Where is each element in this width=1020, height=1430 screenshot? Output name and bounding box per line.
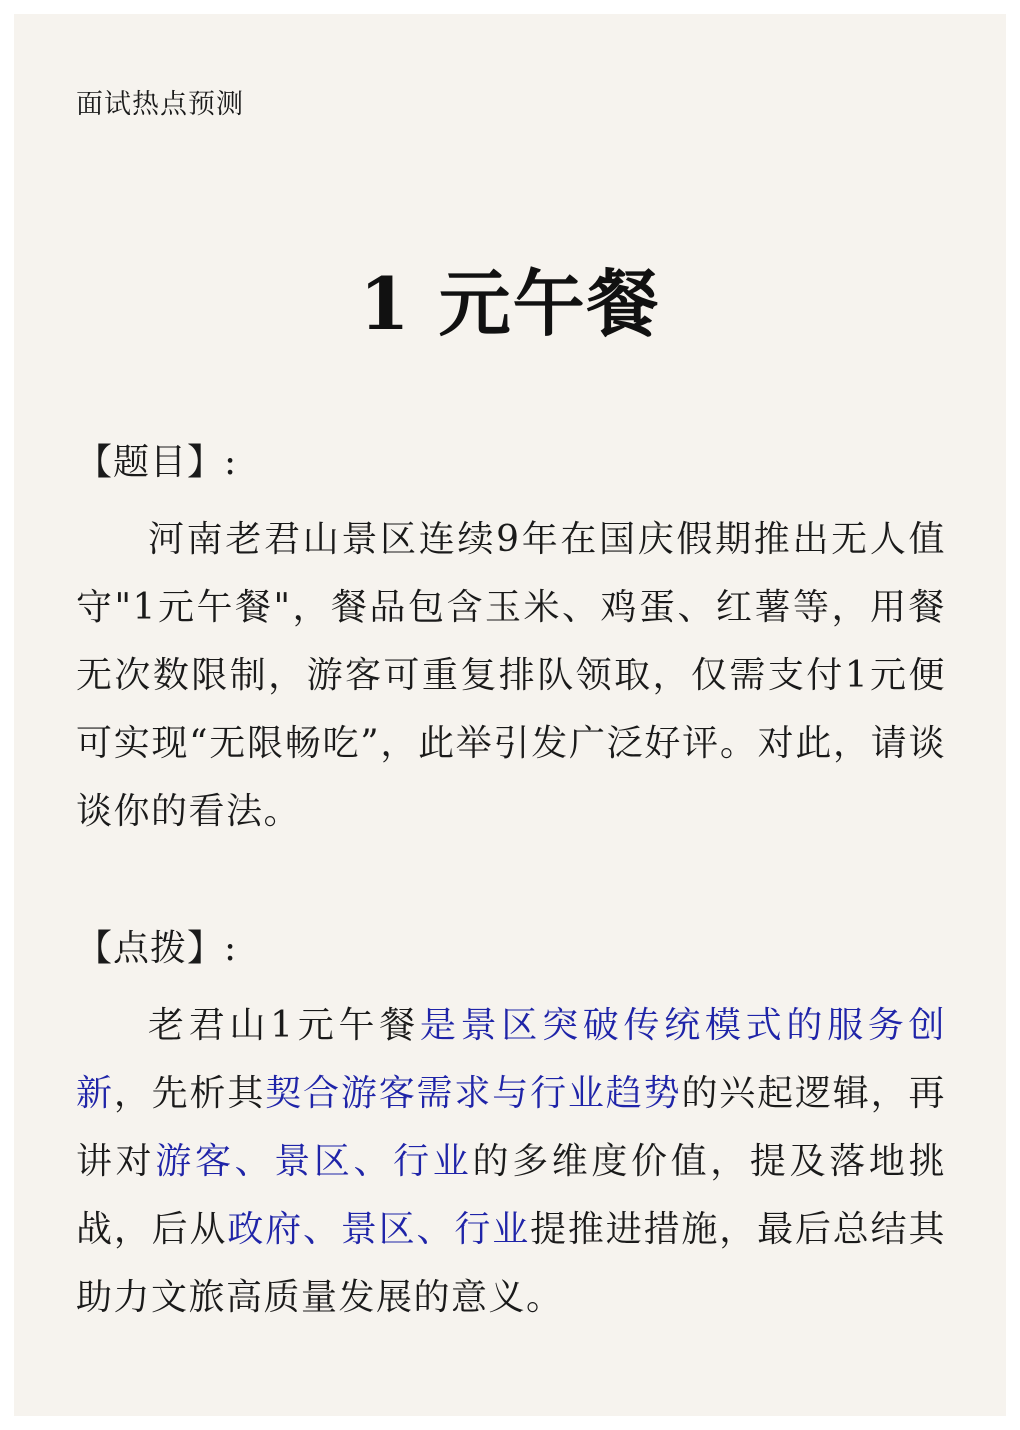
document-page — [14, 14, 1006, 1416]
hint-section — [76, 924, 946, 1332]
hint-segment: 的兴起逻辑，再讲对 — [76, 1073, 946, 1182]
hint-body — [76, 992, 946, 1332]
hint-segment: ，先析其 — [113, 1073, 266, 1114]
hint-heading: 【点拨】: — [76, 928, 238, 969]
page-title: 1 元午餐 — [359, 261, 661, 346]
hint-highlight-segment: 是景区突破传统模式的服务创新 — [76, 1005, 946, 1114]
topic-heading: 【题目】: — [76, 442, 238, 483]
hint-highlight-segment: 游客、景区、行业 — [155, 1141, 473, 1182]
topic-body: 河南老君山景区连续9年在国庆假期推出无人值守"1元午餐"，餐品包含玉米、鸡蛋、红薯等，用餐无次数限制，游客可重复排队领取，仅需支付1元便可实现“无限畅吃”，此举引发广泛好评。对此，请谈谈你的看法。 — [76, 519, 946, 832]
header-label: 面试热点预测 — [76, 89, 244, 120]
hint-highlight-segment: 政府、景区、行业 — [227, 1209, 531, 1250]
hint-segment: 的多维度价值，提及落地挑战，后从 — [76, 1141, 946, 1250]
hint-segment: 老君山1元午餐 — [148, 1005, 420, 1046]
topic-section — [76, 438, 946, 846]
hint-highlight-segment: 契合游客需求与行业趋势 — [265, 1073, 682, 1114]
hint-segment: 提推进措施，最后总结其助力文旅高质量发展的意义。 — [76, 1209, 946, 1318]
